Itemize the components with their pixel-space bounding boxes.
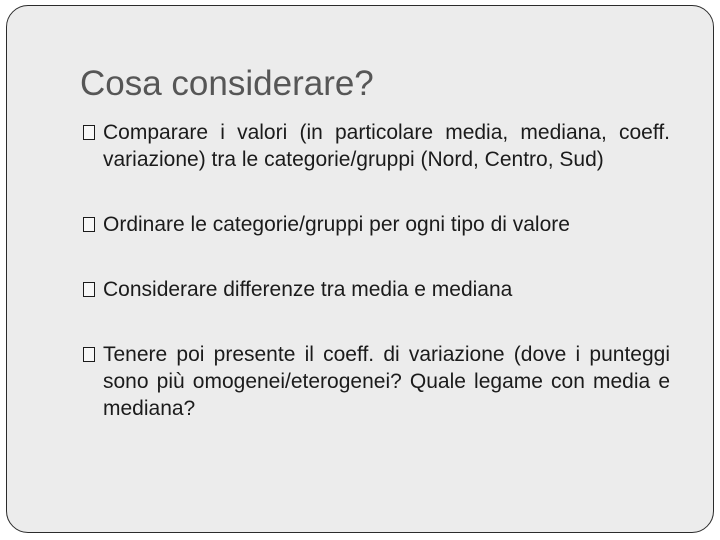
bullet-text: Ordinare le categorie/gruppi per ogni tipo di valore: [103, 213, 570, 236]
bullet-list: [83, 119, 670, 422]
box-bullet-icon: [83, 217, 95, 232]
bullet-item: [83, 276, 670, 303]
bullet-text: Considerare differenze tra media e mediana: [103, 278, 513, 301]
box-bullet-icon: [83, 282, 95, 297]
box-bullet-icon: [83, 347, 95, 362]
bullet-text: Tenere poi presente il coeff. di variazione (dove i punteggi sono più omogenei/eterogenei? Quale legame con media e mediana?: [103, 343, 670, 420]
bullet-item: [83, 119, 670, 173]
bullet-item: [83, 341, 670, 422]
box-bullet-icon: [83, 125, 95, 140]
bullet-text: Comparare i valori (in particolare media, mediana, coeff. variazione) tra le categorie/gruppi (Nord, Centro, Sud): [103, 121, 670, 171]
slide: [6, 5, 714, 533]
slide-title: Cosa considerare?: [80, 64, 374, 103]
bullet-item: [83, 211, 670, 238]
